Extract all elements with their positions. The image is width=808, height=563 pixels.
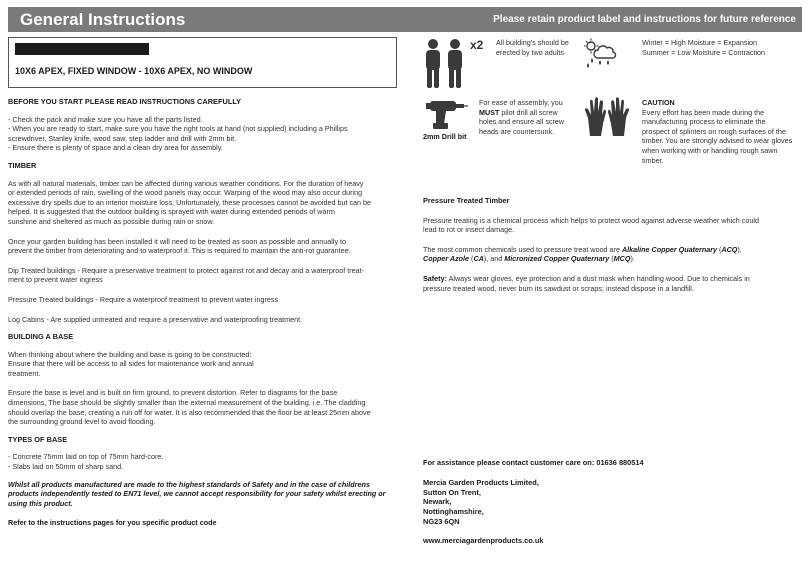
drill-icon [424,98,468,130]
left-column [8,97,396,528]
product-name: 10X6 APEX, FIXED WINDOW - 10X6 APEX, NO WINDOW [15,66,253,76]
base-line: should overlap the base, creating a run off for water. It is also recommended that the floor be at least 25mm above [8,407,371,417]
address-line: Newark, [423,497,452,507]
retain-note: Please retain product label and instructions for future reference [493,14,796,25]
base-line: dimensions, The base should be slightly smaller than the external measurement of the building, i.e. The cladding [8,398,366,408]
dip-line: Dip Treated buildings - Require a preservative treatment to protect against rot and decay and a waterproof treat- [8,265,364,275]
treat-line: Once your garden building has been installed it will need to be treated as soon as possible and annually to [8,236,347,246]
timber-heading: TIMBER [8,160,37,170]
drill-label: 2mm Drill bit [423,132,467,141]
types-heading: TYPES OF BASE [8,434,68,444]
dip-line: ment to prevent water ingress [8,275,103,285]
timber-line: helped. It is suggested that the outdoor building is sprayed with water during extended periods of warm [8,207,335,217]
timber-line: As with all natural materials, timber can be affected during various weather conditions. For the duration of heavy [8,178,364,188]
pt-heading: Pressure Treated Timber [423,196,510,205]
weather-icon [584,38,618,68]
types-line: - Slabs laid on 50mm of sharp sand. [8,462,124,472]
chem-line-2: Copper Azole (CA), and Micronized Copper Quaternary (MCQ). [423,254,635,264]
base-line: When thinking about where the building and base is going to be constructed: [8,349,252,359]
caution-title: CAUTION [642,98,675,107]
caution-block: CAUTION Every effort has been made during the manufacturing process to eliminate the prospect of splinters on rough surfaces of the timber. You are strongly advised to wear gloves when working with or handling rough sawn timber. [642,98,804,165]
tips-panel [422,36,804,166]
drill-text: For ease of assembly, you MUST pilot drill all screw holes and ensure all screw heads are countersunk. [479,98,565,136]
timber-line: or extended periods of rain, swelling of the wood panels may occur. Warping of the wood may also occur during [8,188,363,198]
treat-line: prevent the timber from deteriorating and to waterproof it. This is required to maintain the anti-rot guarantee. [8,246,351,256]
base-line: the surrounding ground level to avoid flooding. [8,417,156,427]
contact-block [423,458,683,527]
address-line: Sutton On Trent, [423,487,481,497]
pt-line: lead to rot or insect damage. [423,225,515,235]
address-line: Nottinghamshire, [423,507,484,517]
pressure-line: Pressure Treated buildings - Require a waterproof treatment to prevent water ingress [8,294,279,304]
address-line: Mercia Garden Products Limited, [423,477,539,487]
types-line: - Concrete 75mm laid on top of 75mm hard-core. [8,452,164,462]
timber-line: sunshine and sheltered as much as possible during rain or snow. [8,216,215,226]
disclaimer-line: using this product. [8,498,73,508]
safety-line-1: Safety: Always wear gloves, eye protection and a dust mask when handling wood. Due to chemicals in [423,273,750,283]
page-title: General Instructions [20,10,186,29]
right-column [423,196,801,293]
safety-line-2: pressure treated wood, never burn its sawdust or scraps; instead dispose in a landfill. [423,283,694,293]
before-line: - Check the pack and make sure you have all the parts listed. [8,114,203,124]
two-people-icon [422,38,468,90]
people-text: All building's should be erected by two adults [496,38,569,57]
address-line: NG23 6QN [423,516,460,526]
base-line: Ensure that there will be access to all sides for maintenance work and annual [8,359,254,369]
before-line: - When you are ready to start, make sure you have the right tools at hand (not supplied) including a Phillips [8,124,348,134]
disclaimer-line: products independently tested to EN71 level, we cannot accept responsibility for your safety whilst erecting or [8,489,386,499]
before-line: - Ensure there is plenty of space and a clean dry area for assembly. [8,143,223,153]
before-line: screwdriver, Stanley knife, wood saw, step ladder and drill with 2mm bit. [8,133,237,143]
before-heading: BEFORE YOU START PLEASE READ INSTRUCTIONS CAREFULLY [8,97,242,106]
header-bar [8,7,802,32]
timber-line: excessive dry spells due to an interior moisture loss. Unfortunately, these processes cannot be avoided but can be [8,197,372,207]
base-heading: BUILDING A BASE [8,332,74,342]
pt-line: Pressure treating is a chemical process which helps to protect wood against adverse weather which could [423,215,759,225]
disclaimer-line: Whilst all products manufactured are made to the highest standards of Safety and in the case of childrens [8,479,370,489]
product-label-box [8,37,397,88]
gloves-icon [584,96,630,138]
weather-text: Winter = High Moisture = Expansion Summer = Low Moisture = Contraction [642,38,766,57]
log-line: Log Cabins - Are supplied untreated and require a preservative and waterproofing treatment. [8,314,303,324]
care-line: For assistance please contact customer care on: 01636 880514 [423,458,644,467]
website-link[interactable]: www.merciagardenproducts.co.uk [423,536,544,545]
people-count: x2 [470,38,484,52]
base-line: Ensure the base is level and is built on firm ground, to prevent distortion. Refer to diagrams for the base [8,388,338,398]
redacted-code-bar [15,43,149,55]
chem-line-1: The most common chemicals used to pressure treat wood are Alkaline Copper Quaternary (ACQ), [423,244,742,254]
base-line: treatment. [8,368,41,378]
refer-line: Refer to the instructions pages for you specific product code [8,518,217,528]
